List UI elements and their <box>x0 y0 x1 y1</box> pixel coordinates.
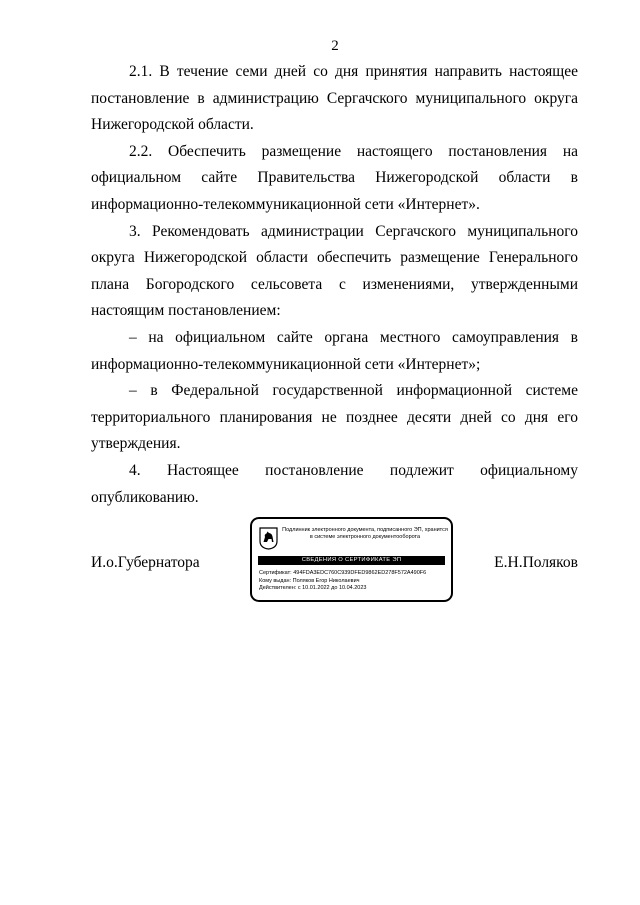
coat-of-arms-icon <box>259 527 278 550</box>
certificate-details <box>259 570 426 593</box>
paragraph-3: 3. Рекомендовать администрации Сергачского муниципального округа Нижегородской области обеспечить размещение Генерального плана Богородского сельсовета с изменениями, утвержденными настоящим постановлением: <box>91 222 578 320</box>
paragraph-3-item-1: – на официальном сайте органа местного самоуправления в информационно-телекоммуникационной сети «Интернет»; <box>91 328 578 373</box>
electronic-signature-stamp <box>250 517 453 602</box>
page-number: 2 <box>331 38 339 54</box>
signatory-position: И.о.Губернатора <box>91 554 200 571</box>
paragraph-2-1: 2.1. В течение семи дней со дня принятия направить настоящее постановление в администрацию Сергачского муниципального округа Нижегородской области. <box>91 63 578 134</box>
certificate-header: СВЕДЕНИЯ О СЕРТИФИКАТЕ ЭП <box>258 556 445 565</box>
paragraph-2-2: 2.2. Обеспечить размещение настоящего постановления на официальном сайте Правительства Нижегородской области в информационно-телекоммуникационной сети «Интернет». <box>91 142 578 213</box>
document-body <box>91 59 578 511</box>
paragraph-3-item-2: – в Федеральной государственной информационной системе территориального планирования не позднее десяти дней со дня его утверждения. <box>91 382 578 453</box>
certificate-notice: Подлинник электронного документа, подписанного ЭП, хранится в системе электронного документооборота <box>282 527 448 540</box>
certificate-serial: Сертификат: 494FDA3EDC760C939DFED9862ED278F572A490F6 <box>259 570 427 576</box>
certificate-owner: Кому выдан: Поляков Егор Николаевич <box>259 577 360 584</box>
certificate-validity: Действителен: с 10.01.2022 до 10.04.2023 <box>259 585 367 592</box>
signatory-name: Е.Н.Поляков <box>494 554 578 571</box>
paragraph-4: 4. Настоящее постановление подлежит официальному опубликованию. <box>91 461 578 506</box>
